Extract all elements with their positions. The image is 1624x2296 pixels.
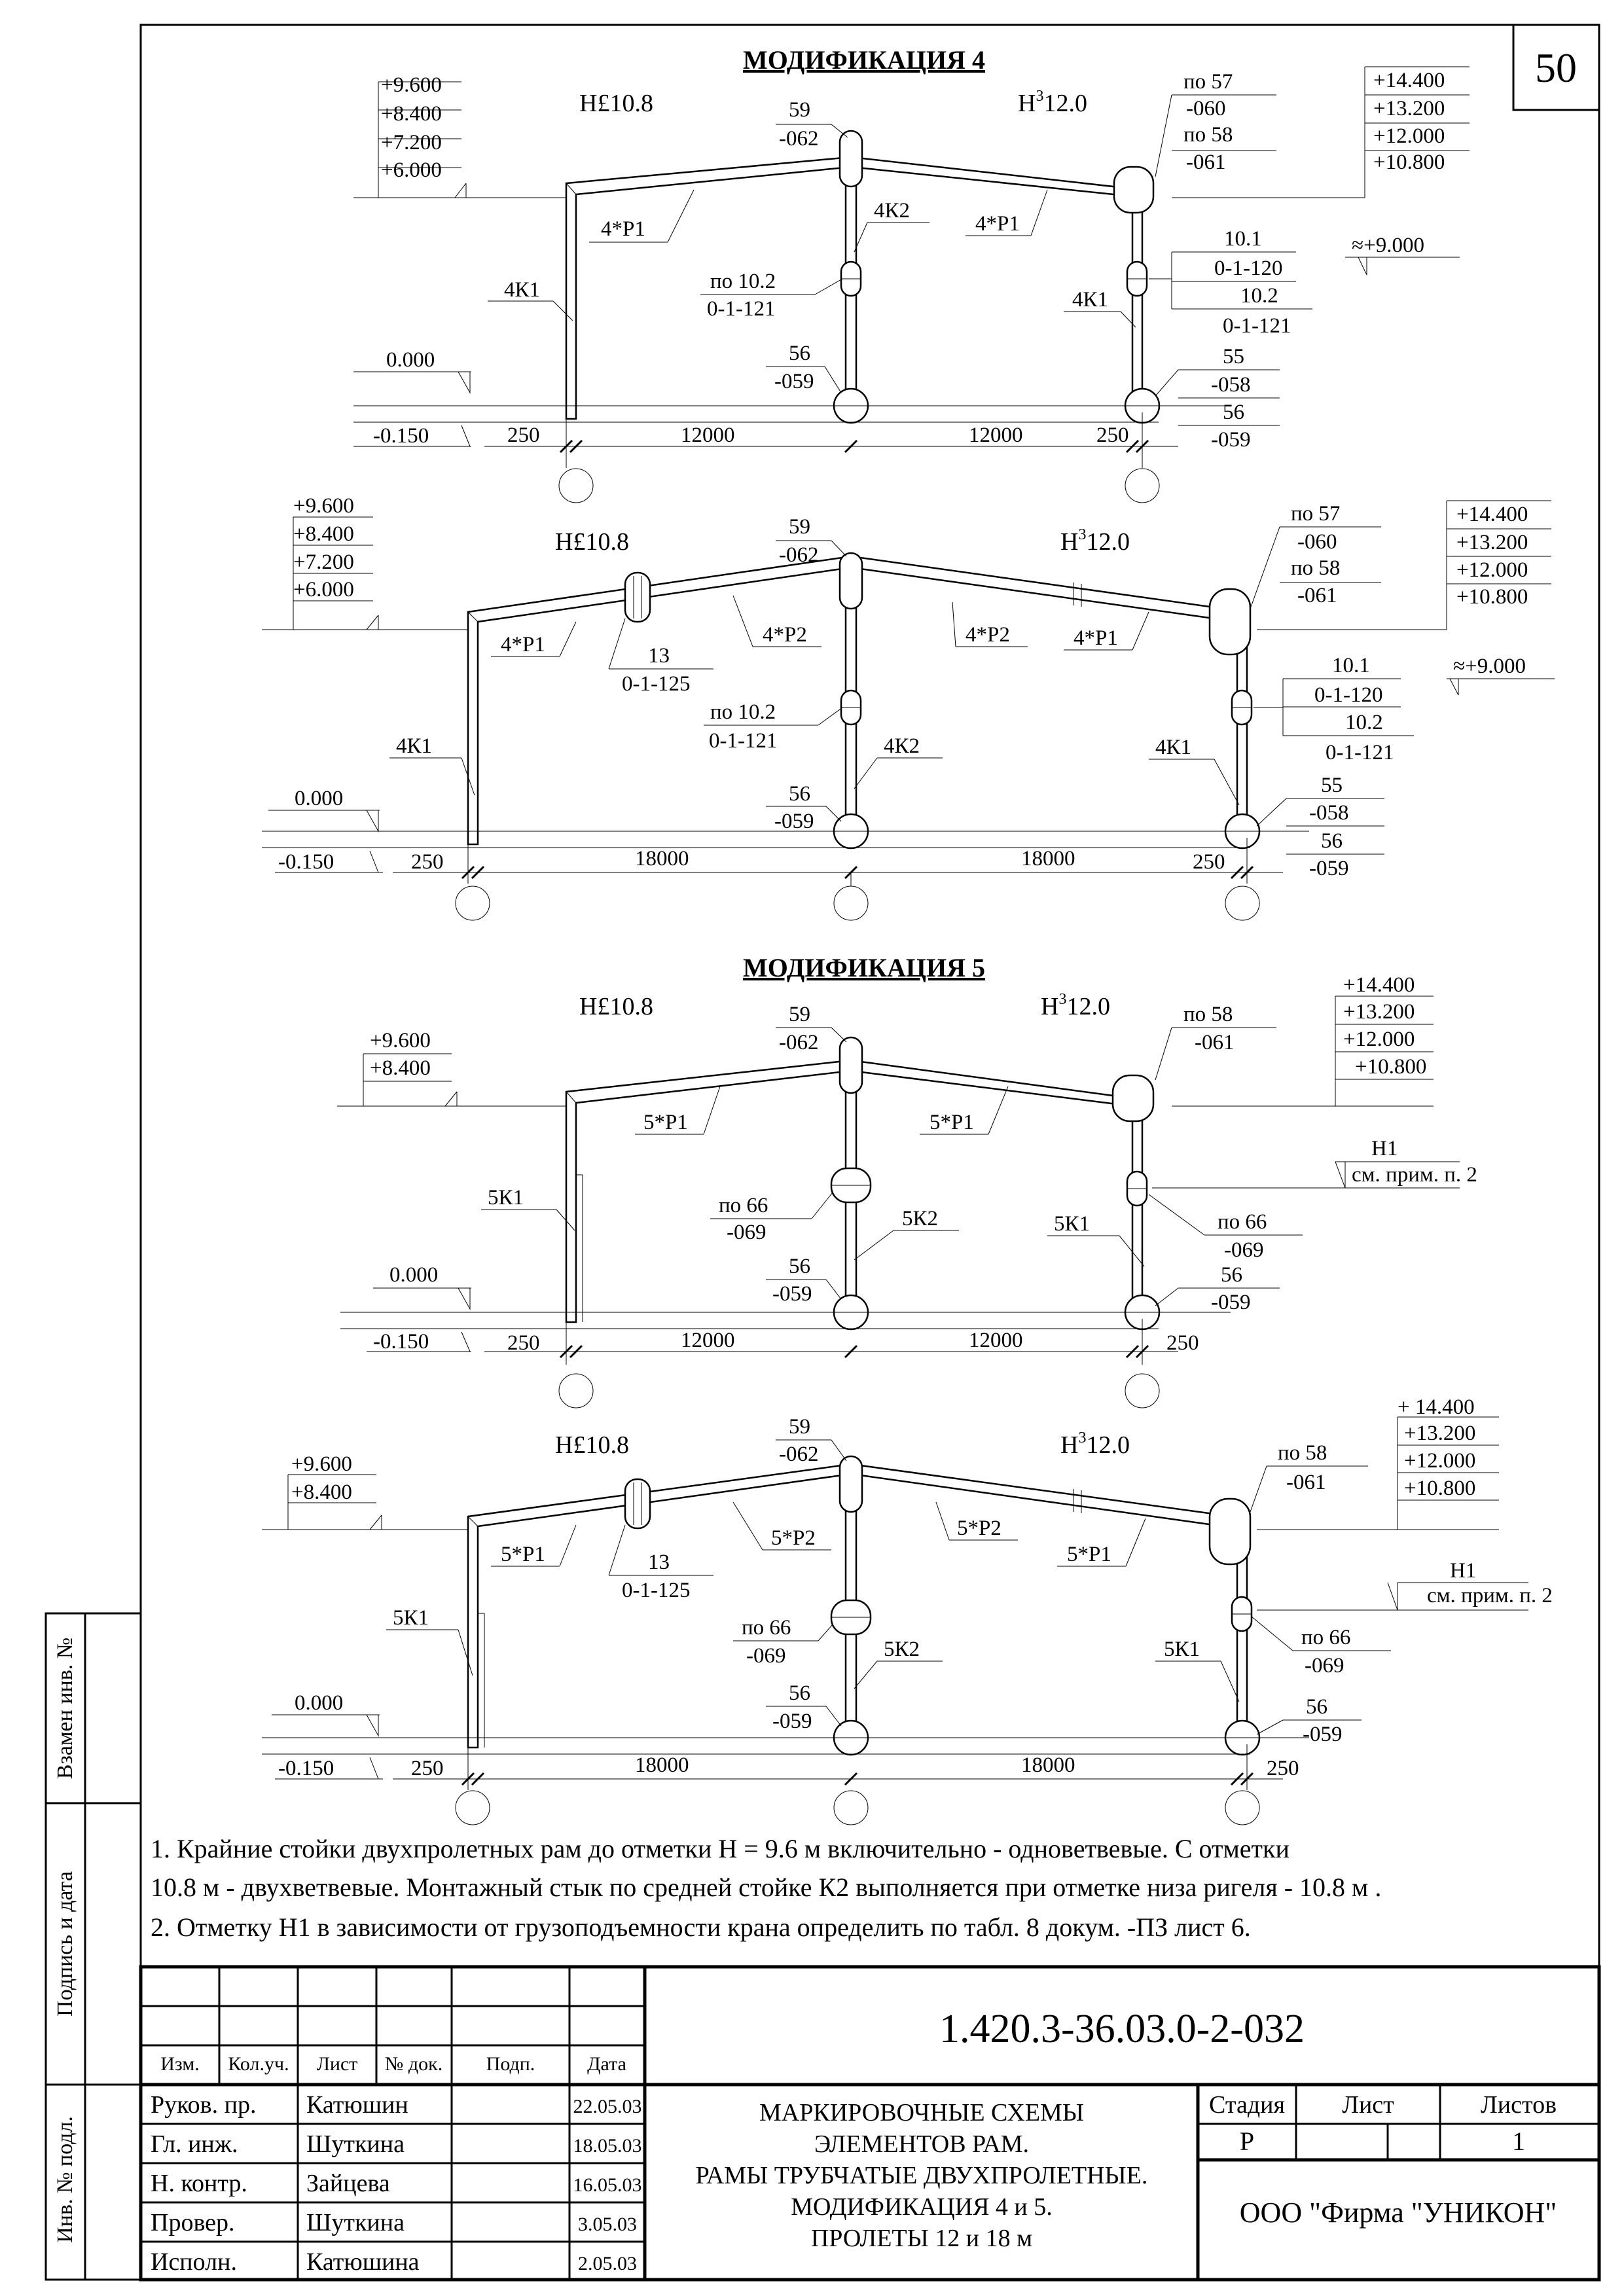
node-label: 56: [1321, 829, 1343, 853]
member-label: 5*Р1: [643, 1111, 688, 1134]
crane-level-h1: [1257, 1559, 1553, 1610]
title-line: ПРОЛЕТЫ 12 и 18 м: [810, 2225, 1033, 2252]
row-role: Гл. инж.: [151, 2130, 238, 2158]
title-line: МОДИФИКАЦИЯ 4 и 5.: [791, 2193, 1053, 2221]
level-9000: [1447, 655, 1555, 695]
level-label: H1: [1450, 1559, 1477, 1583]
node-label: -059: [1211, 428, 1251, 452]
h-ge-label: $H^312.0$: [1060, 526, 1130, 556]
node-label: 13: [648, 644, 670, 668]
level-label: +7.200: [293, 550, 354, 574]
row-name: Шуткина: [306, 2209, 405, 2236]
level-label: -0.150: [373, 1330, 429, 1354]
dimension: 18000: [1021, 847, 1075, 870]
side-stamp: [46, 1613, 141, 2280]
member-label: 4*Р1: [601, 217, 645, 241]
node-label: -058: [1211, 373, 1251, 397]
node-label: 0-1-121: [709, 729, 778, 753]
node-label: по 58: [1183, 1003, 1233, 1026]
node-label: 56: [789, 1681, 810, 1705]
level-label: +12.000: [1373, 124, 1445, 148]
level-label: +10.800: [1355, 1055, 1427, 1079]
member-label: 5К1: [393, 1606, 429, 1630]
dimension: 250: [411, 850, 444, 874]
node-label: 10.1: [1224, 227, 1262, 251]
dimension: 250: [1193, 850, 1225, 874]
node-label: -060: [1297, 530, 1337, 554]
node-label: -061: [1195, 1031, 1235, 1054]
node-label: 0-1-120: [1214, 257, 1283, 280]
member-label: 5*Р2: [771, 1526, 816, 1550]
node-label: по 57: [1183, 70, 1233, 94]
member-label: 4К1: [1072, 288, 1109, 312]
dimension: 18000: [1021, 1753, 1075, 1777]
level-label: +13.200: [1373, 97, 1445, 120]
level-label: -0.150: [278, 1757, 334, 1780]
node-label: по 58: [1291, 556, 1341, 580]
level-label: +13.200: [1343, 1000, 1415, 1024]
node-label: 0-1-121: [1223, 314, 1291, 338]
node-label: по 57: [1291, 502, 1341, 526]
dimension: 250: [507, 423, 540, 447]
stage-label: Стадия: [1209, 2091, 1285, 2119]
col-header: Изм.: [160, 2053, 200, 2075]
row-name: Катюшин: [306, 2091, 408, 2119]
h-le-label: H£10.8: [579, 90, 653, 117]
dimension: 12000: [681, 1329, 735, 1352]
node-label: 13: [648, 1551, 670, 1574]
note-1a: 1. Крайние стойки двухпролетных рам до отметки Н = 9.6 м включительно - одноветвевые. С отметки: [151, 1834, 1290, 1863]
node-label: -059: [1309, 857, 1349, 880]
member-label: 5*Р1: [501, 1543, 545, 1566]
node-label: 56: [789, 782, 810, 806]
member-label: 5К1: [1054, 1212, 1091, 1236]
row-date: 22.05.03: [573, 2096, 642, 2117]
node-label: по 66: [742, 1616, 791, 1640]
dimension: 18000: [635, 1753, 689, 1777]
dimension: 18000: [635, 847, 689, 870]
crane-level-h1: [1152, 1137, 1477, 1188]
node-label: -059: [774, 370, 814, 393]
drawing-title: [696, 2099, 1148, 2252]
level-label: +7.200: [381, 131, 442, 154]
level-label: +13.200: [1404, 1422, 1476, 1445]
frame-diagram-m5-12: [337, 953, 1477, 1408]
member-label: 4К1: [396, 734, 433, 758]
member-label: 5К1: [488, 1186, 524, 1210]
dimension: 250: [507, 1331, 540, 1355]
col-header: Лист: [316, 2053, 358, 2075]
node-label: по 10.2: [710, 270, 776, 293]
member-label: 4К2: [874, 199, 911, 223]
node-label: -069: [1224, 1238, 1264, 1262]
level-label: +8.400: [293, 522, 354, 546]
member-label: 5К2: [884, 1638, 920, 1661]
member-label: 5К1: [1164, 1638, 1200, 1661]
node-label: -059: [1211, 1291, 1251, 1314]
title-line: РАМЫ ТРУБЧАТЫЕ ДВУХПРОЛЕТНЫЕ.: [695, 2162, 1148, 2189]
dimension: 250: [1166, 1331, 1199, 1355]
node-label: -069: [1305, 1654, 1344, 1677]
level-label: +6.000: [381, 158, 442, 182]
level-label: 0.000: [295, 1691, 344, 1715]
stamp-inv-orig: Инв. № подл.: [53, 2116, 77, 2243]
frame-diagram-m4-18: [262, 494, 1555, 920]
node-label: -059: [1303, 1723, 1343, 1746]
level-label: 0.000: [386, 348, 435, 372]
dimension: 250: [1096, 423, 1129, 447]
level-label: -0.150: [373, 424, 429, 448]
level-label: -0.150: [278, 850, 334, 874]
node-label: -059: [772, 1282, 812, 1306]
sheet-label: Лист: [1342, 2091, 1394, 2119]
node-label: по 58: [1278, 1441, 1327, 1465]
node-label: по 66: [1218, 1210, 1267, 1234]
title-line: ЭЛЕМЕНТОВ РАМ.: [814, 2130, 1030, 2158]
h-le-label: H£10.8: [555, 528, 629, 556]
level-9000: [1345, 234, 1460, 275]
note-ref: см. прим. п. 2: [1352, 1163, 1477, 1187]
node-label: 56: [1221, 1263, 1242, 1287]
frame-diagram-m5-18: [262, 1395, 1553, 1825]
node-label: 0-1-125: [622, 1579, 691, 1602]
col-header: Кол.уч.: [228, 2053, 289, 2075]
member-label: 4*Р2: [965, 623, 1010, 647]
row-date: 16.05.03: [573, 2174, 642, 2196]
level-label: +10.800: [1373, 151, 1445, 174]
level-label: +9.600: [381, 73, 442, 97]
node-label: 59: [789, 98, 810, 122]
node-label: 59: [789, 515, 810, 539]
node-label: -058: [1309, 801, 1349, 825]
member-label: 5К2: [902, 1207, 939, 1230]
node-label: 56: [1223, 401, 1244, 424]
level-label: +13.200: [1456, 531, 1528, 554]
node-label: 10.2: [1345, 711, 1383, 734]
level-label: +10.800: [1404, 1477, 1476, 1500]
company-name: ООО "Фирма "УНИКОН": [1239, 2197, 1557, 2229]
node-label: -061: [1186, 151, 1226, 174]
node-label: по 66: [1301, 1626, 1351, 1649]
node-label: 55: [1223, 345, 1244, 368]
dimension: 250: [1267, 1757, 1299, 1780]
level-label: +8.400: [291, 1480, 352, 1504]
col-header: Подп.: [486, 2053, 535, 2075]
title-block: [141, 1967, 1599, 2280]
member-label: 4*Р1: [1074, 626, 1118, 650]
node-label: 56: [1306, 1695, 1327, 1719]
stamp-sign-date: Подпись и дата: [53, 1871, 77, 2017]
level-stack-left: [337, 1029, 569, 1106]
stage-value: Р: [1239, 2126, 1255, 2156]
level-label: +14.400: [1343, 973, 1415, 997]
member-label: 4*Р1: [501, 633, 545, 656]
row-date: 18.05.03: [573, 2135, 642, 2157]
h-le-label: H£10.8: [555, 1431, 629, 1459]
level-label: +10.800: [1456, 585, 1528, 609]
node-label: -061: [1286, 1471, 1326, 1494]
level-label: ≈+9.000: [1453, 655, 1526, 678]
node-label: -060: [1186, 97, 1226, 120]
col-header: Дата: [587, 2053, 626, 2075]
level-label: + 14.400: [1398, 1395, 1475, 1419]
level-label: +12.000: [1404, 1449, 1476, 1473]
level-stack-left: [262, 494, 478, 630]
level-stack-left: [262, 1452, 478, 1530]
dimension: 12000: [969, 423, 1023, 447]
node-label: 0-1-121: [1326, 741, 1394, 764]
level-label: +14.400: [1456, 503, 1528, 526]
node-label: по 66: [719, 1194, 768, 1217]
level-stack-left: [353, 73, 569, 198]
sheets-label: Листов: [1480, 2091, 1557, 2119]
h-ge-label: $H^312.0$: [1041, 991, 1110, 1020]
notes: [151, 1834, 1381, 1942]
level-label: +14.400: [1373, 69, 1445, 92]
dimension: 250: [411, 1757, 444, 1780]
row-role: Н. контр.: [151, 2170, 247, 2197]
level-label: +9.600: [293, 494, 354, 518]
level-label: +12.000: [1343, 1028, 1415, 1051]
node-label: 0-1-125: [622, 672, 691, 696]
mod5-title: МОДИФИКАЦИЯ 5: [743, 953, 985, 982]
node-label: 56: [789, 1255, 810, 1278]
h-le-label: H£10.8: [579, 993, 653, 1020]
document-code: 1.420.3-36.03.0-2-032: [939, 2007, 1305, 2051]
node-label: -069: [746, 1644, 786, 1668]
node-label: -062: [779, 127, 819, 151]
node-label: 56: [789, 342, 810, 365]
member-label: 5*Р1: [929, 1111, 974, 1134]
member-label: 4К2: [884, 734, 920, 758]
member-label: 5*Р1: [1067, 1543, 1111, 1566]
level-label: +9.600: [291, 1452, 352, 1476]
signature-rows: [151, 2091, 642, 2276]
stamp-replaced: Взамен инв. №: [53, 1637, 77, 1780]
sheet-number: 50: [1535, 45, 1577, 91]
member-label: 4К1: [504, 278, 541, 302]
row-name: Шуткина: [306, 2130, 405, 2158]
sheets-value: 1: [1512, 2126, 1525, 2156]
node-label: 55: [1321, 774, 1343, 797]
note-2: 2. Отметку Н1 в зависимости от грузоподъемности крана определить по табл. 8 докум. -ПЗ лист 6.: [151, 1912, 1251, 1942]
level-label: 0.000: [389, 1263, 439, 1287]
h-ge-label: $H^312.0$: [1018, 88, 1087, 117]
h-ge-label: $H^312.0$: [1060, 1429, 1130, 1459]
member-label: 5*Р2: [957, 1516, 1001, 1540]
row-role: Исполн.: [151, 2248, 237, 2276]
mod4-title: МОДИФИКАЦИЯ 4: [743, 45, 985, 75]
col-header: № док.: [384, 2053, 443, 2075]
member-label: 4*Р1: [975, 212, 1020, 236]
level-label: +6.000: [293, 578, 354, 601]
level-label: +8.400: [381, 102, 442, 126]
node-label: -059: [774, 810, 814, 833]
row-date: 3.05.03: [578, 2214, 637, 2235]
dimension: 12000: [969, 1329, 1023, 1352]
level-label: +8.400: [370, 1056, 431, 1080]
node-label: 10.1: [1332, 654, 1370, 677]
level-label: +12.000: [1456, 558, 1528, 582]
level-label: ≈+9.000: [1352, 234, 1424, 257]
node-label: 10.2: [1240, 284, 1278, 308]
node-label: -062: [779, 1443, 819, 1466]
note-1b: 10.8 м - двухветвевые. Монтажный стык по средней стойке К2 выполняется при отметке низа ригеля - 10.8 м .: [151, 1873, 1382, 1902]
frame-diagram-m4-12: [353, 45, 1470, 503]
node-label: по 58: [1183, 123, 1233, 147]
level-label: H1: [1371, 1137, 1398, 1160]
level-label: 0.000: [295, 787, 344, 810]
note-ref: см. прим. п. 2: [1427, 1584, 1553, 1607]
member-label: 4*Р2: [763, 623, 807, 647]
row-role: Руков. пр.: [151, 2091, 257, 2119]
row-role: Провер.: [151, 2209, 235, 2236]
node-label: 0-1-120: [1314, 683, 1383, 707]
row-date: 2.05.03: [578, 2253, 637, 2274]
node-label: 59: [789, 1415, 810, 1439]
node-label: -062: [779, 543, 819, 567]
node-label: -061: [1297, 584, 1337, 607]
member-label: 4К1: [1155, 736, 1192, 759]
row-name: Зайцева: [306, 2170, 390, 2197]
node-label: -062: [779, 1031, 819, 1054]
node-label: 59: [789, 1003, 810, 1026]
node-label: 0-1-121: [707, 297, 776, 321]
level-label: +9.600: [370, 1029, 431, 1052]
row-name: Катюшина: [306, 2248, 420, 2276]
dimension: 12000: [681, 423, 735, 447]
title-line: МАРКИРОВОЧНЫЕ СХЕМЫ: [759, 2099, 1084, 2126]
node-label: -059: [772, 1710, 812, 1733]
node-label: -069: [727, 1221, 767, 1244]
node-label: по 10.2: [710, 700, 776, 724]
